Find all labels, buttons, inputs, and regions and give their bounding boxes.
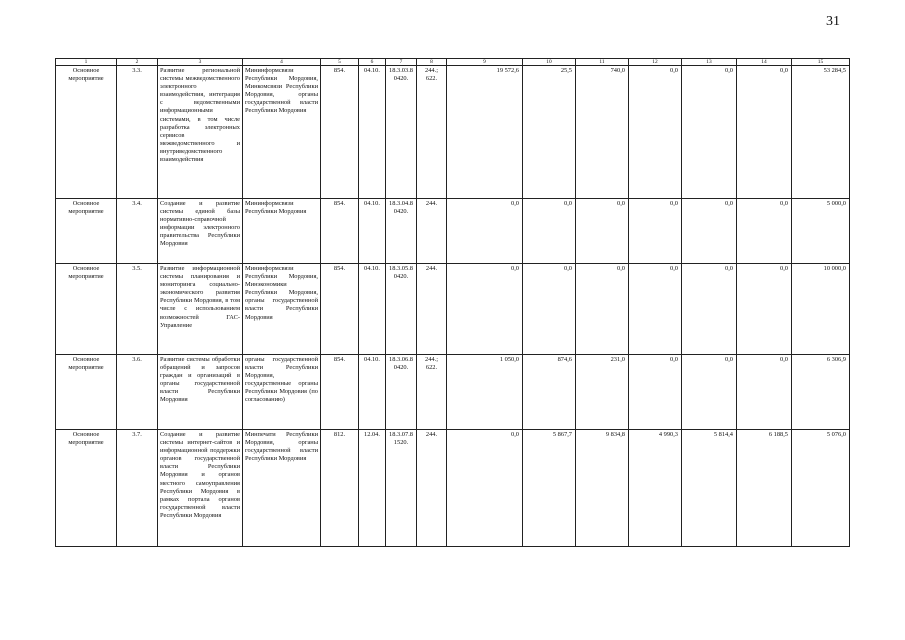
responsible-executor: органы государственной власти Республики Мордовия, государственные органы Республики Мордовия (по согласованию) [243, 355, 321, 430]
amount-col12: 0,0 [629, 66, 682, 199]
amount-col9: 19 572,6 [447, 66, 523, 199]
amount-col13: 0,0 [682, 355, 737, 430]
amount-col13: 0,0 [682, 199, 737, 264]
responsible-executor: Мининформсвязи Республики Мордовия, Минэкономики Республики Мордовия, органы государственной власти Республики Мордовия [243, 264, 321, 355]
target-article-code: 18.3.03.8 0420. [386, 66, 417, 199]
activity-number: 3.3. [117, 66, 158, 199]
col-header: 11 [576, 59, 629, 66]
activity-type: Основное мероприятие [56, 199, 117, 264]
amount-col10: 25,5 [523, 66, 576, 199]
column-number-row [56, 59, 850, 66]
col-header: 5 [321, 59, 359, 66]
section-code: 04.10. [359, 66, 386, 199]
amount-col13: 0,0 [682, 264, 737, 355]
col-header: 8 [417, 59, 447, 66]
table-row [56, 355, 850, 430]
amount-col11: 231,0 [576, 355, 629, 430]
col-header: 3 [158, 59, 243, 66]
amount-col15: 10 000,0 [792, 264, 850, 355]
amount-col13: 5 814,4 [682, 430, 737, 547]
col-header: 14 [737, 59, 792, 66]
amount-col14: 0,0 [737, 355, 792, 430]
amount-col15: 5 076,0 [792, 430, 850, 547]
amount-col11: 740,0 [576, 66, 629, 199]
activity-name: Развитие информационной системы планирования и мониторинга социально-экономического развития Республики Мордовия, в том числе с использованием возможностей ГАС-Управление [158, 264, 243, 355]
activity-name: Создание и развитие системы единой базы нормативно-справочной информации электронного правительства Республики Мордовия [158, 199, 243, 264]
expense-type-code: 244. [417, 199, 447, 264]
amount-col14: 0,0 [737, 264, 792, 355]
amount-col10: 0,0 [523, 199, 576, 264]
amount-col9: 1 050,0 [447, 355, 523, 430]
grbs-code: 854. [321, 199, 359, 264]
col-header: 13 [682, 59, 737, 66]
amount-col11: 0,0 [576, 199, 629, 264]
amount-col12: 0,0 [629, 199, 682, 264]
activity-number: 3.6. [117, 355, 158, 430]
col-header: 9 [447, 59, 523, 66]
target-article-code: 18.3.05.8 0420. [386, 264, 417, 355]
program-activities-table [55, 58, 850, 547]
amount-col15: 5 000,0 [792, 199, 850, 264]
responsible-executor: Минпечати Республики Мордовия, органы государственной власти Республики Мордовия [243, 430, 321, 547]
responsible-executor: Мининформсвязи Республики Мордовия [243, 199, 321, 264]
grbs-code: 854. [321, 264, 359, 355]
expense-type-code: 244. [417, 430, 447, 547]
activity-type: Основное мероприятие [56, 355, 117, 430]
table-row [56, 430, 850, 547]
activity-number: 3.4. [117, 199, 158, 264]
amount-col10: 0,0 [523, 264, 576, 355]
expense-type-code: 244.; 622. [417, 66, 447, 199]
activity-name: Развитие региональной системы межведомственного электронного взаимодействия, интеграция с ведомственными информационными системами, в том числе разработка электронных сервисов межведомственного и внутриведомственного взаимодействия [158, 66, 243, 199]
amount-col11: 0,0 [576, 264, 629, 355]
target-article-code: 18.3.06.8 0420. [386, 355, 417, 430]
amount-col13: 0,0 [682, 66, 737, 199]
target-article-code: 18.3.07.8 1520. [386, 430, 417, 547]
activity-name: Развитие системы обработки обращений и запросов граждан и организаций в органы государственной власти Республики Мордовия [158, 355, 243, 430]
table-row [56, 264, 850, 355]
activity-name: Создание и развитие системы интернет-сайтов и информационной поддержки органов государственной власти Республики Мордовия и органов местного самоуправления Республики Мордовия в рамках портала органов государственной власти Республики Мордовия [158, 430, 243, 547]
col-header: 6 [359, 59, 386, 66]
expense-type-code: 244. [417, 264, 447, 355]
expense-type-code: 244.; 622. [417, 355, 447, 430]
table-row [56, 66, 850, 199]
grbs-code: 854. [321, 66, 359, 199]
amount-col12: 0,0 [629, 355, 682, 430]
amount-col10: 874,6 [523, 355, 576, 430]
activity-type: Основное мероприятие [56, 66, 117, 199]
amount-col9: 0,0 [447, 199, 523, 264]
amount-col9: 0,0 [447, 264, 523, 355]
activity-number: 3.7. [117, 430, 158, 547]
amount-col12: 0,0 [629, 264, 682, 355]
amount-col11: 9 834,8 [576, 430, 629, 547]
section-code: 12.04. [359, 430, 386, 547]
amount-col10: 5 867,7 [523, 430, 576, 547]
section-code: 04.10. [359, 355, 386, 430]
section-code: 04.10. [359, 199, 386, 264]
table-row [56, 199, 850, 264]
col-header: 12 [629, 59, 682, 66]
col-header: 4 [243, 59, 321, 66]
grbs-code: 812. [321, 430, 359, 547]
amount-col15: 6 306,9 [792, 355, 850, 430]
amount-col9: 0,0 [447, 430, 523, 547]
col-header: 10 [523, 59, 576, 66]
page-number: 31 [826, 14, 840, 29]
amount-col12: 4 990,3 [629, 430, 682, 547]
col-header: 15 [792, 59, 850, 66]
target-article-code: 18.3.04.8 0420. [386, 199, 417, 264]
col-header: 1 [56, 59, 117, 66]
activity-number: 3.5. [117, 264, 158, 355]
responsible-executor: Мининформсвязи Республики Мордовия, Минкомсвязи Республики Мордовия, органы государственной власти Республики Мордовия [243, 66, 321, 199]
col-header: 2 [117, 59, 158, 66]
amount-col14: 0,0 [737, 66, 792, 199]
amount-col14: 0,0 [737, 199, 792, 264]
col-header: 7 [386, 59, 417, 66]
activity-type: Основное мероприятие [56, 264, 117, 355]
section-code: 04.10. [359, 264, 386, 355]
activity-type: Основное мероприятие [56, 430, 117, 547]
amount-col15: 53 284,5 [792, 66, 850, 199]
amount-col14: 6 188,5 [737, 430, 792, 547]
grbs-code: 854. [321, 355, 359, 430]
